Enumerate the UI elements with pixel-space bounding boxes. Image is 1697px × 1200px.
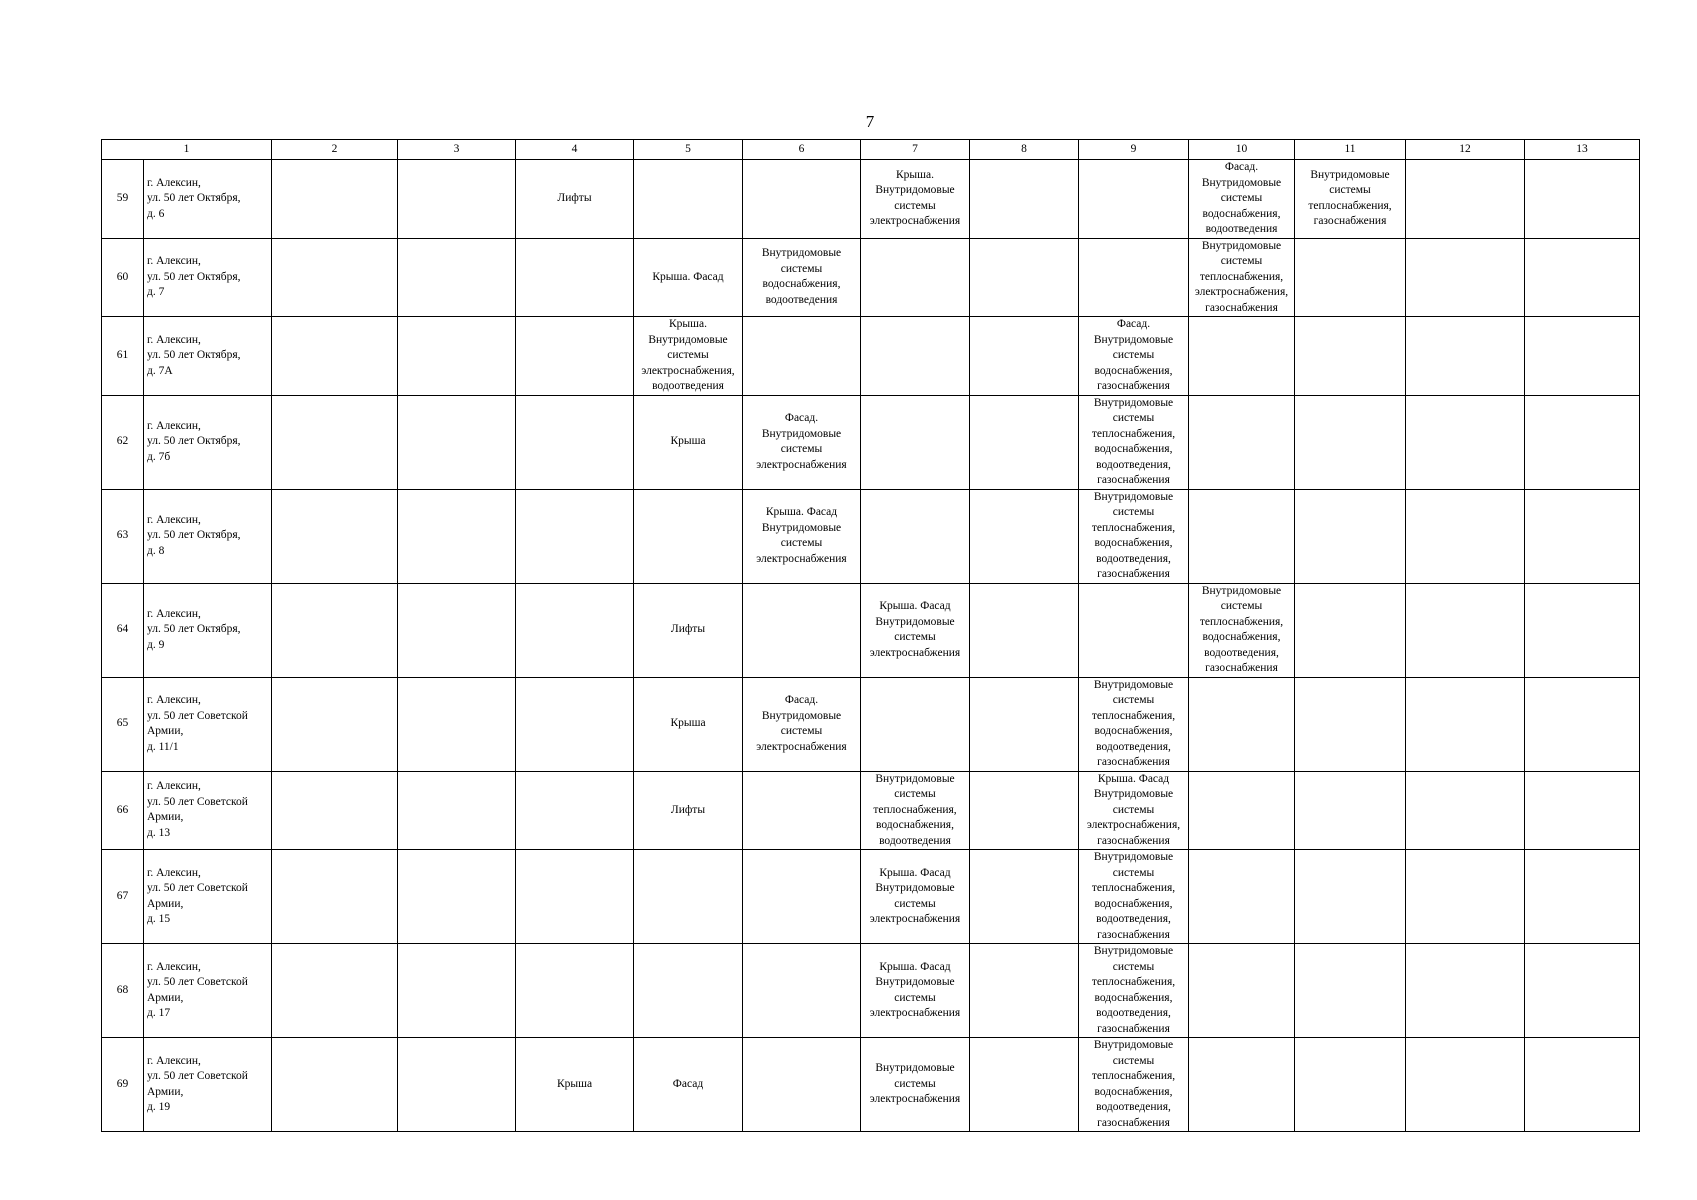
work-cell-col-10	[1189, 677, 1295, 771]
row-number: 67	[102, 850, 144, 944]
address-cell: г. Алексин, ул. 50 лет Октября, д. 9	[144, 583, 272, 677]
address-cell: г. Алексин, ул. 50 лет Октября, д. 7А	[144, 317, 272, 396]
table-body	[102, 140, 1640, 1132]
work-cell-col-8	[970, 317, 1079, 396]
work-cell-col-3	[398, 850, 516, 944]
work-cell-col-3	[398, 160, 516, 239]
row-number: 60	[102, 238, 144, 317]
work-cell-col-7	[861, 238, 970, 317]
work-cell-col-5	[634, 489, 743, 583]
work-cell-col-13	[1525, 238, 1640, 317]
row-number: 68	[102, 944, 144, 1038]
work-cell-col-5: Крыша	[634, 677, 743, 771]
row-number: 63	[102, 489, 144, 583]
table-row	[102, 850, 1640, 944]
work-cell-col-9	[1079, 238, 1189, 317]
work-cell-col-11	[1295, 850, 1406, 944]
work-cell-col-9: Внутридомовые системы теплоснабжения, водоснабжения, водоотведения, газоснабжения	[1079, 677, 1189, 771]
address-cell: г. Алексин, ул. 50 лет Октября, д. 6	[144, 160, 272, 239]
work-cell-col-12	[1406, 160, 1525, 239]
column-number-2: 2	[272, 140, 398, 160]
column-number-13: 13	[1525, 140, 1640, 160]
work-cell-col-13	[1525, 489, 1640, 583]
work-cell-col-12	[1406, 677, 1525, 771]
work-cell-col-13	[1525, 583, 1640, 677]
work-cell-col-5: Крыша	[634, 395, 743, 489]
work-cell-col-7	[861, 395, 970, 489]
work-cell-col-2	[272, 160, 398, 239]
work-cell-col-11	[1295, 489, 1406, 583]
table-row	[102, 238, 1640, 317]
work-cell-col-5: Лифты	[634, 771, 743, 850]
address-cell: г. Алексин, ул. 50 лет Октября, д. 7б	[144, 395, 272, 489]
work-cell-col-11	[1295, 583, 1406, 677]
table-row	[102, 489, 1640, 583]
work-cell-col-2	[272, 583, 398, 677]
work-cell-col-11	[1295, 677, 1406, 771]
row-number: 59	[102, 160, 144, 239]
work-cell-col-4	[516, 677, 634, 771]
table-row	[102, 160, 1640, 239]
table-row	[102, 583, 1640, 677]
work-cell-col-13	[1525, 944, 1640, 1038]
work-cell-col-3	[398, 771, 516, 850]
work-cell-col-10	[1189, 317, 1295, 396]
column-number-12: 12	[1406, 140, 1525, 160]
column-number-6: 6	[743, 140, 861, 160]
work-cell-col-12	[1406, 1038, 1525, 1132]
work-cell-col-11	[1295, 944, 1406, 1038]
work-cell-col-13	[1525, 677, 1640, 771]
work-cell-col-13	[1525, 771, 1640, 850]
table-row	[102, 1038, 1640, 1132]
work-cell-col-3	[398, 677, 516, 771]
work-cell-col-9: Внутридомовые системы теплоснабжения, водоснабжения, водоотведения, газоснабжения	[1079, 850, 1189, 944]
work-cell-col-3	[398, 489, 516, 583]
table-row	[102, 317, 1640, 396]
work-cell-col-5: Крыша. Внутридомовые системы электроснабжения, водоотведения	[634, 317, 743, 396]
work-cell-col-10	[1189, 771, 1295, 850]
work-cell-col-8	[970, 489, 1079, 583]
work-cell-col-8	[970, 944, 1079, 1038]
column-number-5: 5	[634, 140, 743, 160]
column-number-11: 11	[1295, 140, 1406, 160]
work-cell-col-6	[743, 771, 861, 850]
work-cell-col-7	[861, 317, 970, 396]
work-cell-col-4	[516, 850, 634, 944]
work-cell-col-2	[272, 238, 398, 317]
table-row	[102, 677, 1640, 771]
address-cell: г. Алексин, ул. 50 лет Советской Армии, д. 17	[144, 944, 272, 1038]
work-cell-col-10	[1189, 395, 1295, 489]
column-number-8: 8	[970, 140, 1079, 160]
work-cell-col-4: Лифты	[516, 160, 634, 239]
work-cell-col-12	[1406, 944, 1525, 1038]
work-cell-col-9: Внутридомовые системы теплоснабжения, водоснабжения, водоотведения, газоснабжения	[1079, 489, 1189, 583]
address-cell: г. Алексин, ул. 50 лет Советской Армии, д. 13	[144, 771, 272, 850]
table-row	[102, 395, 1640, 489]
work-cell-col-8	[970, 1038, 1079, 1132]
work-cell-col-10: Внутридомовые системы теплоснабжения, водоснабжения, водоотведения, газоснабжения	[1189, 583, 1295, 677]
work-cell-col-9: Фасад. Внутридомовые системы водоснабжения, газоснабжения	[1079, 317, 1189, 396]
row-number: 69	[102, 1038, 144, 1132]
column-number-row	[102, 140, 1640, 160]
work-cell-col-8	[970, 238, 1079, 317]
work-cell-col-6: Внутридомовые системы водоснабжения, водоотведения	[743, 238, 861, 317]
work-cell-col-8	[970, 395, 1079, 489]
work-cell-col-13	[1525, 395, 1640, 489]
work-cell-col-10	[1189, 944, 1295, 1038]
work-cell-col-10: Внутридомовые системы теплоснабжения, электроснабжения, газоснабжения	[1189, 238, 1295, 317]
work-cell-col-11	[1295, 317, 1406, 396]
work-cell-col-3	[398, 317, 516, 396]
row-number: 64	[102, 583, 144, 677]
work-cell-col-2	[272, 677, 398, 771]
work-cell-col-6	[743, 1038, 861, 1132]
work-cell-col-4	[516, 317, 634, 396]
work-cell-col-8	[970, 677, 1079, 771]
work-cell-col-6	[743, 850, 861, 944]
work-cell-col-5	[634, 850, 743, 944]
work-cell-col-8	[970, 160, 1079, 239]
work-cell-col-2	[272, 1038, 398, 1132]
column-number-3: 3	[398, 140, 516, 160]
work-cell-col-4	[516, 395, 634, 489]
work-cell-col-10	[1189, 1038, 1295, 1132]
table-row	[102, 771, 1640, 850]
work-cell-col-10	[1189, 850, 1295, 944]
column-number-9: 9	[1079, 140, 1189, 160]
column-number-7: 7	[861, 140, 970, 160]
address-cell: г. Алексин, ул. 50 лет Октября, д. 7	[144, 238, 272, 317]
page-number: 7	[865, 112, 875, 131]
work-cell-col-9	[1079, 160, 1189, 239]
work-cell-col-6	[743, 583, 861, 677]
work-cell-col-11	[1295, 238, 1406, 317]
work-cell-col-13	[1525, 160, 1640, 239]
work-cell-col-3	[398, 395, 516, 489]
work-cell-col-9: Крыша. Фасад Внутридомовые системы электроснабжения, газоснабжения	[1079, 771, 1189, 850]
work-cell-col-8	[970, 850, 1079, 944]
work-cell-col-12	[1406, 583, 1525, 677]
work-cell-col-6	[743, 317, 861, 396]
work-cell-col-7: Крыша. Внутридомовые системы электроснабжения	[861, 160, 970, 239]
work-cell-col-6: Фасад. Внутридомовые системы электроснабжения	[743, 677, 861, 771]
work-cell-col-10: Фасад. Внутридомовые системы водоснабжения, водоотведения	[1189, 160, 1295, 239]
work-cell-col-5	[634, 944, 743, 1038]
table-row	[102, 944, 1640, 1038]
work-cell-col-2	[272, 850, 398, 944]
address-cell: г. Алексин, ул. 50 лет Октября, д. 8	[144, 489, 272, 583]
work-cell-col-12	[1406, 238, 1525, 317]
row-number: 65	[102, 677, 144, 771]
work-cell-col-7: Внутридомовые системы теплоснабжения, водоснабжения, водоотведения	[861, 771, 970, 850]
work-cell-col-4	[516, 944, 634, 1038]
column-number-10: 10	[1189, 140, 1295, 160]
work-cell-col-9	[1079, 583, 1189, 677]
work-cell-col-12	[1406, 317, 1525, 396]
work-cell-col-5	[634, 160, 743, 239]
work-cell-col-9: Внутридомовые системы теплоснабжения, водоснабжения, водоотведения, газоснабжения	[1079, 395, 1189, 489]
work-cell-col-9: Внутридомовые системы теплоснабжения, водоснабжения, водоотведения, газоснабжения	[1079, 944, 1189, 1038]
row-number: 62	[102, 395, 144, 489]
address-cell: г. Алексин, ул. 50 лет Советской Армии, д. 11/1	[144, 677, 272, 771]
work-cell-col-12	[1406, 489, 1525, 583]
address-cell: г. Алексин, ул. 50 лет Советской Армии, д. 19	[144, 1038, 272, 1132]
work-cell-col-11	[1295, 395, 1406, 489]
work-cell-col-4: Крыша	[516, 1038, 634, 1132]
work-cell-col-11	[1295, 771, 1406, 850]
work-cell-col-7: Крыша. Фасад Внутридомовые системы электроснабжения	[861, 850, 970, 944]
work-cell-col-2	[272, 317, 398, 396]
work-cell-col-10	[1189, 489, 1295, 583]
work-cell-col-13	[1525, 850, 1640, 944]
work-cell-col-8	[970, 771, 1079, 850]
work-cell-col-7: Крыша. Фасад Внутридомовые системы электроснабжения	[861, 944, 970, 1038]
work-cell-col-4	[516, 583, 634, 677]
work-cell-col-13	[1525, 1038, 1640, 1132]
work-cell-col-12	[1406, 395, 1525, 489]
work-cell-col-2	[272, 489, 398, 583]
work-cell-col-6: Крыша. Фасад Внутридомовые системы электроснабжения	[743, 489, 861, 583]
work-cell-col-4	[516, 489, 634, 583]
work-cell-col-13	[1525, 317, 1640, 396]
row-number: 66	[102, 771, 144, 850]
work-cell-col-7: Крыша. Фасад Внутридомовые системы электроснабжения	[861, 583, 970, 677]
work-cell-col-7	[861, 489, 970, 583]
repair-schedule-table	[101, 139, 1640, 1132]
column-number-4: 4	[516, 140, 634, 160]
work-cell-col-2	[272, 944, 398, 1038]
work-cell-col-8	[970, 583, 1079, 677]
work-cell-col-6	[743, 160, 861, 239]
work-cell-col-6: Фасад. Внутридомовые системы электроснабжения	[743, 395, 861, 489]
address-cell: г. Алексин, ул. 50 лет Советской Армии, д. 15	[144, 850, 272, 944]
work-cell-col-12	[1406, 850, 1525, 944]
work-cell-col-11: Внутридомовые системы теплоснабжения, газоснабжения	[1295, 160, 1406, 239]
work-cell-col-5: Крыша. Фасад	[634, 238, 743, 317]
work-cell-col-6	[743, 944, 861, 1038]
work-cell-col-4	[516, 771, 634, 850]
work-cell-col-5: Фасад	[634, 1038, 743, 1132]
work-cell-col-11	[1295, 1038, 1406, 1132]
work-cell-col-5: Лифты	[634, 583, 743, 677]
work-cell-col-7: Внутридомовые системы электроснабжения	[861, 1038, 970, 1132]
work-cell-col-3	[398, 1038, 516, 1132]
work-cell-col-4	[516, 238, 634, 317]
work-cell-col-12	[1406, 771, 1525, 850]
work-cell-col-7	[861, 677, 970, 771]
row-number: 61	[102, 317, 144, 396]
work-cell-col-2	[272, 771, 398, 850]
work-cell-col-9: Внутридомовые системы теплоснабжения, водоснабжения, водоотведения, газоснабжения	[1079, 1038, 1189, 1132]
work-cell-col-3	[398, 944, 516, 1038]
column-number-1: 1	[102, 140, 272, 160]
work-cell-col-3	[398, 238, 516, 317]
work-cell-col-3	[398, 583, 516, 677]
work-cell-col-2	[272, 395, 398, 489]
